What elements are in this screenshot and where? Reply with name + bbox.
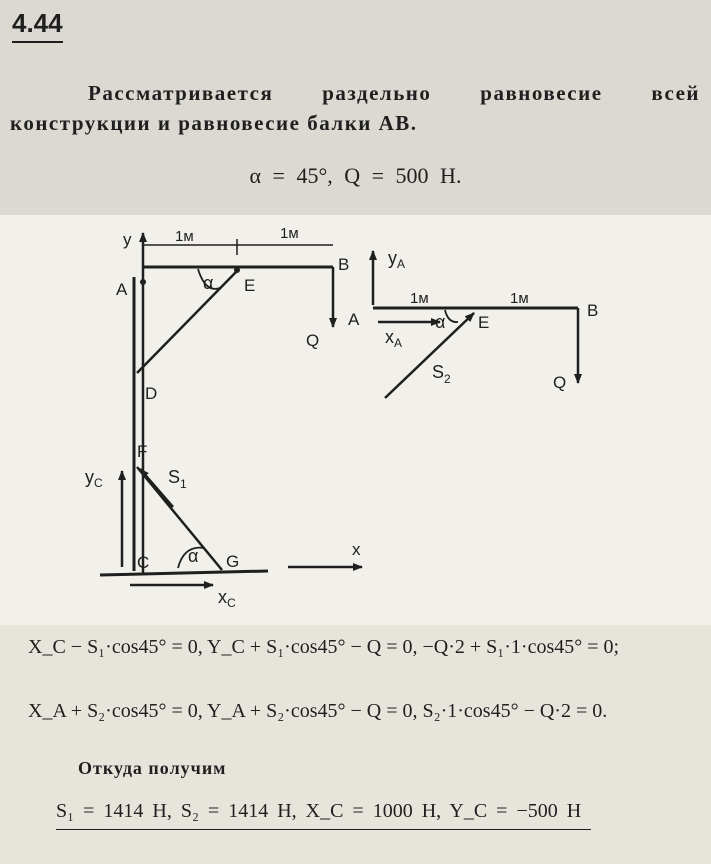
strut-de (137, 271, 237, 373)
equations-line-1: X_C − S₁·cos45° = 0, Y_C + S₁·cos45° − Q = 0, −Q·2 + S₁·1·cos45° = 0; (28, 636, 620, 658)
label-e-right: E (478, 313, 490, 332)
label-d: D (145, 384, 158, 403)
label-alpha-right: α (435, 312, 446, 332)
label-q-right: Q (553, 373, 567, 392)
label-q: Q (306, 331, 320, 350)
label-xa: $x_A$ (385, 327, 403, 350)
label-x: x (352, 540, 361, 559)
label-e: E (244, 276, 256, 295)
conclusion-heading: Откуда получим (78, 758, 227, 778)
label-a-right: A (348, 310, 360, 329)
intro-line-1: Рассматривается раздельно равновесие всей (88, 81, 700, 105)
label-f: F (137, 442, 148, 461)
result-line: S₁ = 1414 H, S₂ = 1414 H, X_C = 1000 H, Y_C = −500 H (56, 800, 591, 830)
intro-paragraph (10, 78, 700, 138)
label-y: y (123, 230, 132, 249)
joint-a (140, 279, 146, 285)
label-g: G (226, 552, 240, 571)
given-values: α = 45°, Q = 500 H. (249, 163, 462, 188)
angle-arc-right (445, 310, 458, 322)
label-dim1: 1м (175, 228, 194, 245)
label-ya: $y_A$ (388, 248, 406, 271)
label-b: B (338, 255, 350, 274)
mechanics-figure (0, 215, 711, 625)
label-b-right: B (587, 301, 599, 320)
label-s1: $S_1$ (168, 467, 187, 491)
label-c: C (137, 553, 150, 572)
label-yc: $y_C$ (85, 467, 103, 490)
label-a: A (116, 280, 128, 299)
label-dim2-right: 1м (510, 290, 529, 307)
label-dim2: 1м (280, 225, 299, 242)
label-alpha-bottom: α (188, 546, 199, 566)
label-alpha-top: α (203, 273, 214, 293)
problem-number: 4.44 (12, 8, 63, 43)
label-dim1-right: 1м (410, 290, 429, 307)
label-s2: $S_2$ (432, 362, 451, 386)
equations-line-2: X_A + S₂·cos45° = 0, Y_A + S₂·cos45° − Q = 0, S₂·1·cos45° − Q·2 = 0. (28, 700, 608, 722)
intro-line-2: конструкции и равновесие балки AB. (10, 111, 418, 135)
label-xc: $x_C$ (218, 587, 236, 610)
joint-e (234, 267, 240, 273)
s2-line (385, 313, 474, 398)
ground-line (100, 571, 268, 575)
